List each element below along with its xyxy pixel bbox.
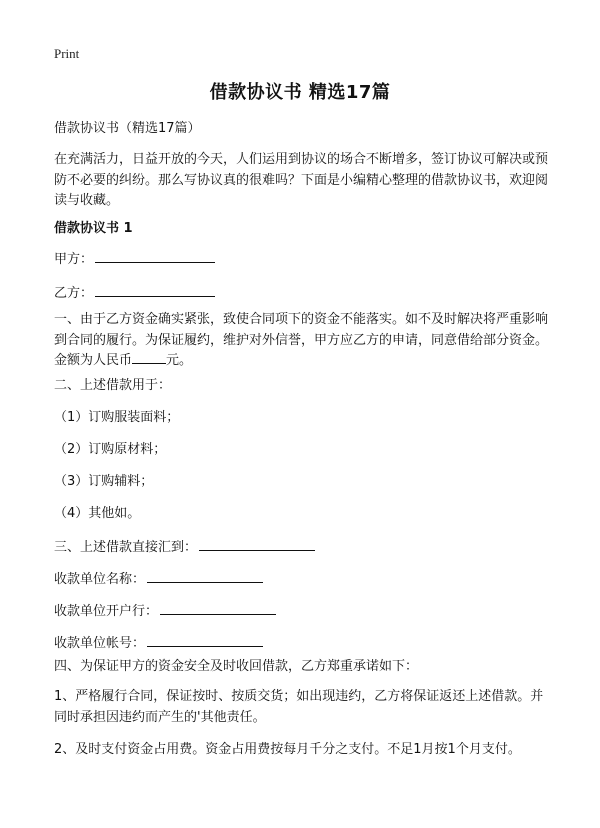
party-b-blank [95, 282, 215, 297]
use-item-1: （1）订购服装面料； [54, 410, 180, 425]
payee-account-label: 收款单位帐号： [54, 636, 146, 651]
clause-1-end: 元。 [166, 353, 193, 368]
clause-1-text: 一、由于乙方资金确实紧张，致使合同项下的资金不能落实。如不及时解决将严重影响到合同的履行。为保证履约，维护对外信誉，甲方应乙方的申请，同意借给部分资金。金额为人民币 [54, 312, 549, 368]
promise-2: 2、及时支付资金占用费。资金占用费按每月千分之支付。不足1月按1个月支付。 [54, 742, 521, 757]
section-heading: 借款协议书 1 [54, 221, 133, 236]
document-title: 借款协议书 精选17篇 [209, 82, 391, 103]
party-b-label: 乙方： [54, 286, 94, 301]
print-link[interactable]: Print [54, 46, 80, 61]
remit-to-blank [199, 536, 315, 551]
clause-3-label: 三、上述借款直接汇到： [54, 540, 198, 555]
clause-2: 二、上述借款用于： [54, 378, 172, 393]
payee-name-label: 收款单位名称： [54, 572, 146, 587]
clause-4: 四、为保证甲方的资金安全及时收回借款，乙方郑重承诺如下： [54, 659, 419, 674]
party-a-label: 甲方： [54, 252, 94, 267]
amount-blank [132, 351, 166, 364]
use-item-4: （4）其他如。 [54, 506, 141, 521]
payee-name-line [54, 568, 550, 591]
payee-name-blank [147, 568, 263, 583]
payee-bank-label: 收款单位开户行： [54, 604, 159, 619]
intro-paragraph: 在充满活力，日益开放的今天，人们运用到协议的场合不断增多，签订协议可解决或预防不必要的纠纷。那么写协议真的很难吗？下面是小编精心整理的借款协议书，欢迎阅读与收藏。 [54, 152, 549, 208]
use-item-3: （3）订购辅料； [54, 474, 154, 489]
payee-bank-blank [160, 600, 276, 615]
payee-bank-line [54, 600, 550, 623]
promise-1: 1、严格履行合同，保证按时、按质交货；如出现违约，乙方将保证返还上述借款。并同时承担因违约而产生的'其他责任。 [54, 689, 544, 725]
party-a-line [54, 248, 550, 271]
clause-3-line [54, 536, 550, 559]
document-subtitle: 借款协议书（精选17篇） [54, 121, 201, 136]
party-a-blank [95, 248, 215, 263]
payee-account-line [54, 632, 550, 655]
payee-account-blank [147, 632, 263, 647]
party-b-line [54, 282, 550, 305]
clause-1-paragraph [54, 310, 554, 372]
use-item-2: （2）订购原材料； [54, 442, 167, 457]
